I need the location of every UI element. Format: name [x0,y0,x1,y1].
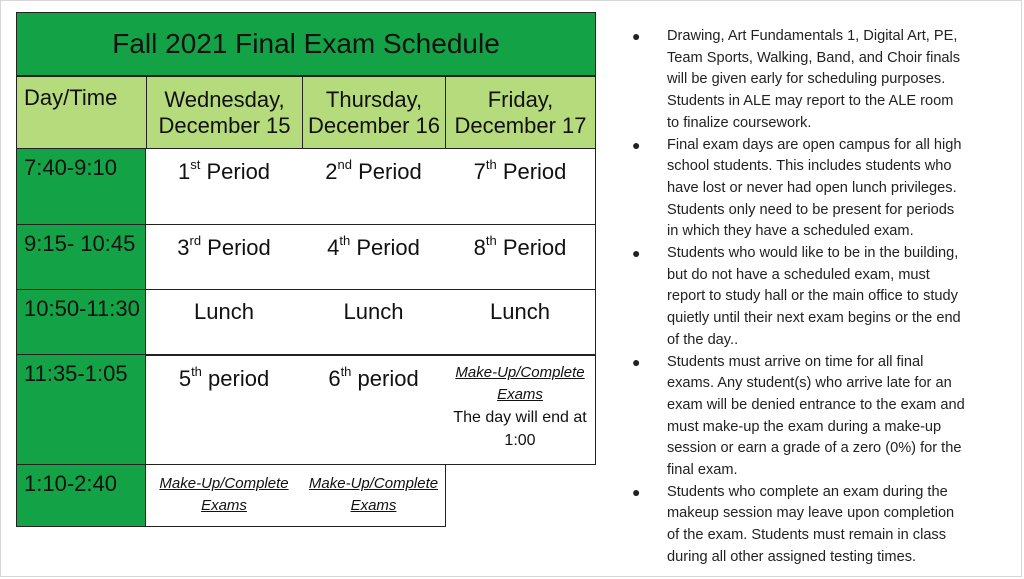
schedule-cell [445,225,596,290]
schedule-cell [146,355,303,465]
time-slot: 9:15- 10:45 [17,225,147,290]
day-end-note: 1:00 [504,432,536,449]
bullet-icon: ● [632,483,641,500]
lunch-cell: Lunch [146,290,303,355]
header-wednesday [146,76,303,149]
list-item: ● Drawing, Art Fundamentals 1, Digital Art, PE, Team Sports, Walking, Band, and Choir finals will be given early for scheduling purposes. Students in ALE may report to the ALE room to finalize coursework. [632,28,961,131]
lunch-cell: Lunch [302,290,446,355]
makeup-label: Make-Up/Complete [455,364,585,381]
lunch-cell: Lunch [445,290,596,355]
time-slot: 1:10-2:40 [24,471,117,496]
period-label: 3rd Period [177,233,271,260]
bullet-icon: ● [632,136,641,153]
schedule-cell [146,225,303,290]
header-day-name: Wednesday, [164,86,285,112]
header-friday [445,76,596,149]
makeup-label: Make-Up/Complete [159,475,289,492]
period-label: 7th Period [473,157,567,184]
period-label: 4th Period [327,233,420,260]
makeup-label: Exams [497,386,543,403]
header-day-name: Friday, [487,86,554,112]
period-label: 1st Period [177,157,271,184]
period-label: 8th Period [473,233,567,260]
schedule-cell [302,355,446,465]
list-item: ● Students who would like to be in the building, but do not have a scheduled exam, must report to study hall or the main office to study quietly until their next exam begins or the end of the day.. [632,245,961,348]
period-label: 2nd Period [325,157,422,184]
header-day-date: December 15 [158,112,291,138]
header-day-name: Thursday, [325,86,423,112]
day-end-note: The day will end at [453,409,587,426]
header-day-date: December 17 [454,112,587,138]
period-label: 6th period [328,364,419,391]
time-slot: 7:40-9:10 [17,149,147,225]
list-item: ● Students who complete an exam during the makeup session may leave upon completion of the exam. Students must remain in class during all other assigned testing times. [632,483,955,565]
schedule-cell [302,149,446,225]
time-slot: 11:35-1:05 [17,355,147,465]
period-label: 5th period [178,364,270,391]
bullet-icon: ● [632,353,641,370]
makeup-label: Exams [350,497,397,514]
schedule-cell [302,465,446,527]
list-item: ● Students must arrive on time for all final exams. Any student(s) who arrive late for an exam will be denied entrance to the exam and must make-up the exam during a make-up session or earn a grade of a zero (0%) for the final exam. [632,353,965,479]
header-day-time: Day/Time [16,76,147,149]
makeup-label: Exams [201,497,247,514]
time-slot: 10:50-11:30 [17,290,147,355]
list-item: ● Final exam days are open campus for all high school students. This includes students who have lost or never had open lunch privileges. Students only need to be present for periods in which they have a scheduled exam. [632,136,962,240]
schedule-cell [445,149,596,225]
bullet-icon: ● [632,28,641,44]
schedule-cell [146,465,303,527]
header-thursday [302,76,446,149]
schedule-cell [445,355,596,465]
exam-notes-list [630,26,1000,569]
schedule-cell [146,149,303,225]
bullet-icon: ● [632,245,641,262]
schedule-title: Fall 2021 Final Exam Schedule [16,12,596,76]
time-column [16,149,146,527]
schedule-cell [302,225,446,290]
header-day-date: December 16 [307,112,441,138]
makeup-label: Make-Up/Complete [308,475,439,492]
